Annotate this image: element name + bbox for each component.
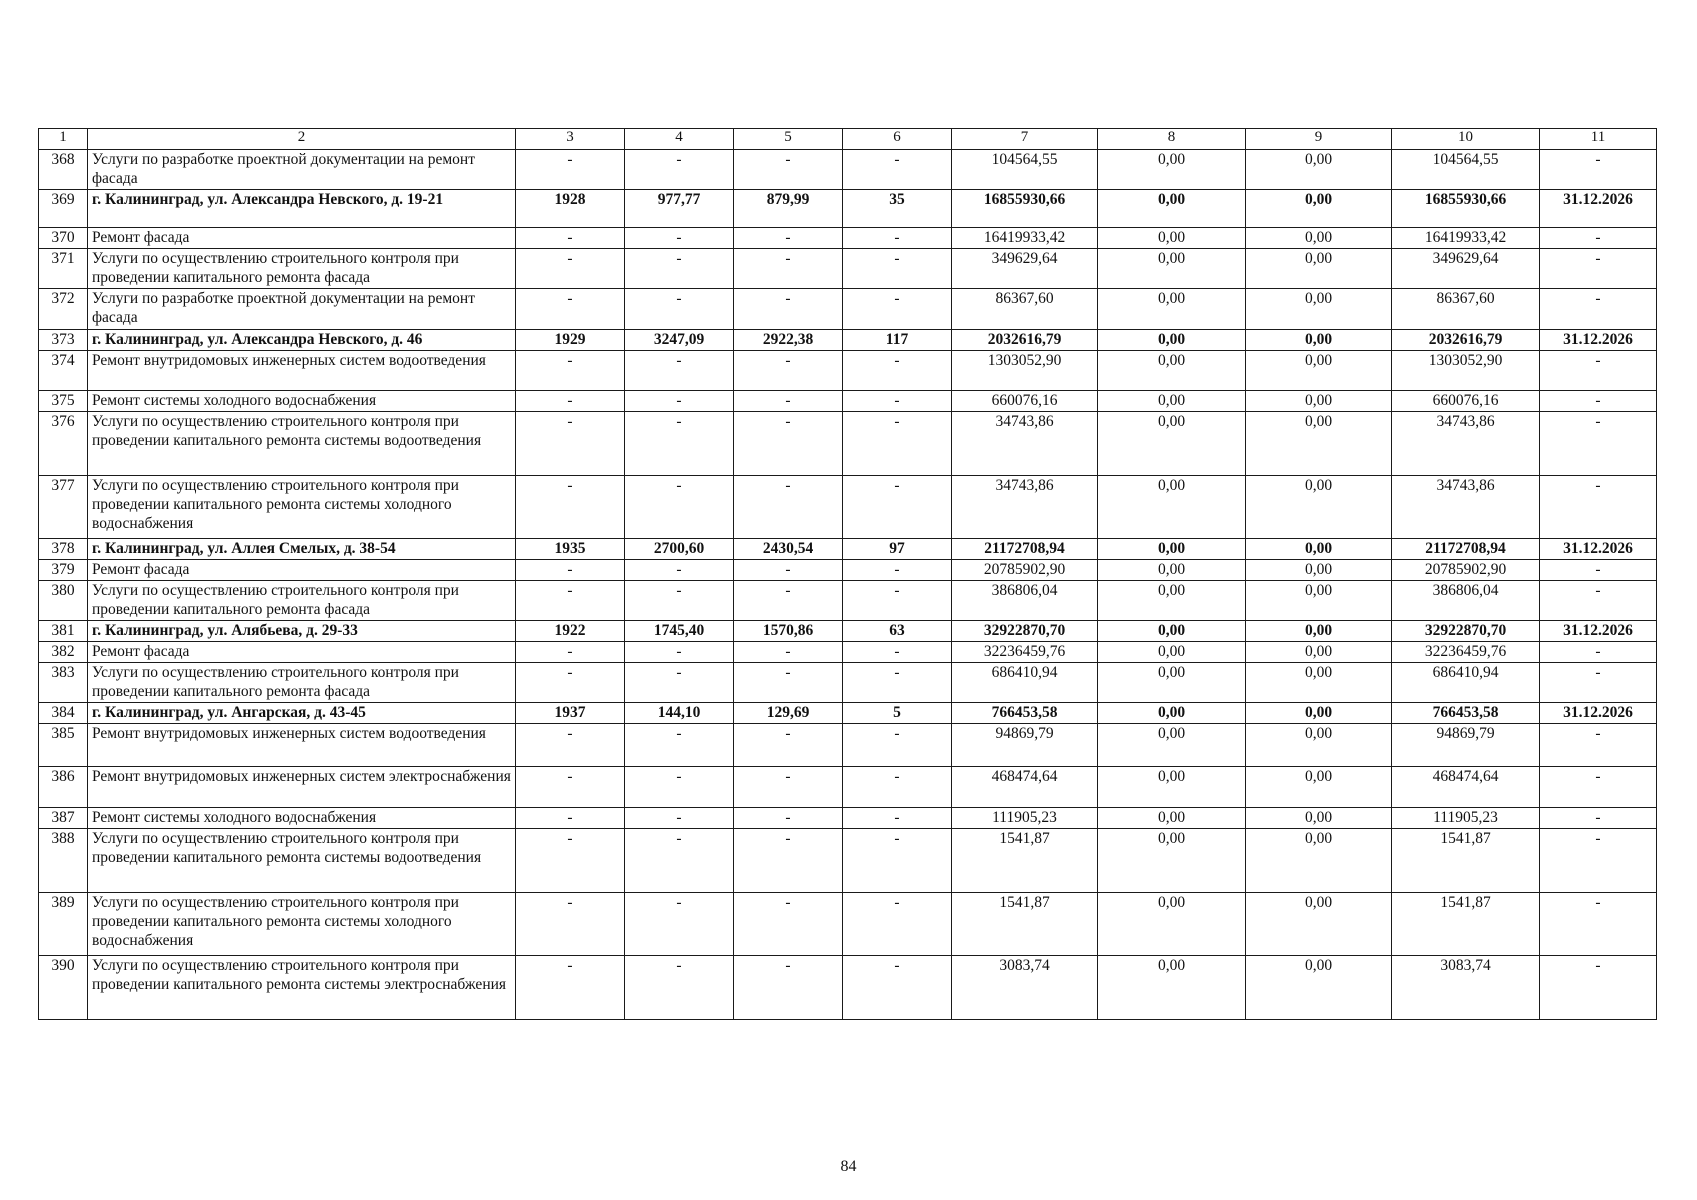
value-cell-col-6: -: [843, 289, 952, 330]
work-item-row: [39, 581, 1657, 621]
value-cell-col-5: -: [734, 289, 843, 330]
column-header: 8: [1098, 129, 1246, 150]
value-cell-col-10: 20785902,90: [1392, 560, 1540, 581]
value-cell-col-9: 0,00: [1246, 893, 1392, 956]
address-row: [39, 621, 1657, 642]
row-number: 386: [39, 767, 88, 808]
value-cell-col-5: -: [734, 581, 843, 621]
row-number: 387: [39, 808, 88, 829]
column-header: 6: [843, 129, 952, 150]
value-cell-col-8: 0,00: [1098, 228, 1246, 249]
row-number: 382: [39, 642, 88, 663]
row-number: 378: [39, 539, 88, 560]
value-cell-col-10: 2032616,79: [1392, 330, 1540, 351]
value-cell-col-9: 0,00: [1246, 956, 1392, 1020]
value-cell-col-9: 0,00: [1246, 391, 1392, 412]
value-cell-col-6: -: [843, 391, 952, 412]
row-number: 373: [39, 330, 88, 351]
column-header: 4: [625, 129, 734, 150]
value-cell-col-4: -: [625, 581, 734, 621]
work-description-cell: Ремонт системы холодного водоснабжения: [88, 391, 516, 412]
value-cell-col-5: -: [734, 808, 843, 829]
value-cell-col-7: 111905,23: [952, 808, 1098, 829]
column-header: 5: [734, 129, 843, 150]
value-cell-col-11: -: [1540, 150, 1657, 190]
value-cell-col-6: 5: [843, 703, 952, 724]
address-cell: г. Калининград, ул. Алябьева, д. 29-33: [88, 621, 516, 642]
value-cell-col-11: -: [1540, 351, 1657, 391]
value-cell-col-10: 3083,74: [1392, 956, 1540, 1020]
column-header: 7: [952, 129, 1098, 150]
row-number: 383: [39, 663, 88, 703]
value-cell-col-9: 0,00: [1246, 642, 1392, 663]
work-item-row: [39, 724, 1657, 767]
value-cell-col-3: -: [516, 581, 625, 621]
value-cell-col-5: 2430,54: [734, 539, 843, 560]
work-item-row: [39, 829, 1657, 893]
value-cell-col-3: -: [516, 829, 625, 893]
row-number: 375: [39, 391, 88, 412]
value-cell-col-11: -: [1540, 581, 1657, 621]
value-cell-col-5: -: [734, 249, 843, 289]
value-cell-col-7: 16419933,42: [952, 228, 1098, 249]
work-description-cell: Услуги по осуществлению строительного контроля при проведении капитального ремонта фасада: [88, 581, 516, 621]
work-item-row: [39, 642, 1657, 663]
value-cell-col-8: 0,00: [1098, 249, 1246, 289]
value-cell-col-8: 0,00: [1098, 581, 1246, 621]
row-number: 371: [39, 249, 88, 289]
value-cell-col-7: 766453,58: [952, 703, 1098, 724]
value-cell-col-4: -: [625, 560, 734, 581]
value-cell-col-3: -: [516, 228, 625, 249]
value-cell-col-4: -: [625, 150, 734, 190]
value-cell-col-4: 144,10: [625, 703, 734, 724]
value-cell-col-3: 1935: [516, 539, 625, 560]
work-item-row: [39, 476, 1657, 539]
address-row: [39, 539, 1657, 560]
value-cell-col-7: 3083,74: [952, 956, 1098, 1020]
value-cell-col-9: 0,00: [1246, 703, 1392, 724]
value-cell-col-10: 16855930,66: [1392, 190, 1540, 228]
value-cell-col-9: 0,00: [1246, 412, 1392, 476]
work-description-cell: Услуги по осуществлению строительного контроля при проведении капитального ремонта системы холодного водоснабжения: [88, 476, 516, 539]
value-cell-col-3: -: [516, 391, 625, 412]
work-item-row: [39, 893, 1657, 956]
value-cell-col-6: -: [843, 412, 952, 476]
value-cell-col-8: 0,00: [1098, 289, 1246, 330]
column-header: 3: [516, 129, 625, 150]
value-cell-col-3: -: [516, 808, 625, 829]
value-cell-col-5: -: [734, 150, 843, 190]
value-cell-col-11: -: [1540, 956, 1657, 1020]
value-cell-col-8: 0,00: [1098, 642, 1246, 663]
work-description-cell: Услуги по разработке проектной документации на ремонт фасада: [88, 289, 516, 330]
value-cell-col-6: -: [843, 560, 952, 581]
work-description-cell: Ремонт фасада: [88, 642, 516, 663]
value-cell-col-6: -: [843, 476, 952, 539]
value-cell-col-10: 32236459,76: [1392, 642, 1540, 663]
value-cell-col-4: -: [625, 249, 734, 289]
value-cell-col-7: 16855930,66: [952, 190, 1098, 228]
value-cell-col-7: 32922870,70: [952, 621, 1098, 642]
value-cell-col-8: 0,00: [1098, 150, 1246, 190]
value-cell-col-11: -: [1540, 893, 1657, 956]
value-cell-col-3: -: [516, 150, 625, 190]
value-cell-col-5: -: [734, 412, 843, 476]
value-cell-col-7: 34743,86: [952, 412, 1098, 476]
value-cell-col-10: 16419933,42: [1392, 228, 1540, 249]
value-cell-col-3: -: [516, 560, 625, 581]
value-cell-col-4: -: [625, 893, 734, 956]
value-cell-col-8: 0,00: [1098, 330, 1246, 351]
value-cell-col-6: -: [843, 893, 952, 956]
table-body: [39, 129, 1657, 1020]
value-cell-col-8: 0,00: [1098, 539, 1246, 560]
value-cell-col-7: 34743,86: [952, 476, 1098, 539]
value-cell-col-9: 0,00: [1246, 581, 1392, 621]
value-cell-col-3: -: [516, 351, 625, 391]
value-cell-col-9: 0,00: [1246, 351, 1392, 391]
row-number: 385: [39, 724, 88, 767]
value-cell-col-9: 0,00: [1246, 724, 1392, 767]
value-cell-col-3: -: [516, 724, 625, 767]
value-cell-col-4: 1745,40: [625, 621, 734, 642]
value-cell-col-7: 660076,16: [952, 391, 1098, 412]
value-cell-col-4: -: [625, 956, 734, 1020]
value-cell-col-7: 349629,64: [952, 249, 1098, 289]
value-cell-col-9: 0,00: [1246, 249, 1392, 289]
value-cell-col-10: 111905,23: [1392, 808, 1540, 829]
row-number: 389: [39, 893, 88, 956]
value-cell-col-9: 0,00: [1246, 476, 1392, 539]
value-cell-col-11: -: [1540, 808, 1657, 829]
value-cell-col-10: 104564,55: [1392, 150, 1540, 190]
row-number: 372: [39, 289, 88, 330]
value-cell-col-3: -: [516, 663, 625, 703]
value-cell-col-5: -: [734, 391, 843, 412]
value-cell-col-7: 1541,87: [952, 829, 1098, 893]
page-number: 84: [840, 1158, 857, 1175]
work-item-row: [39, 391, 1657, 412]
value-cell-col-9: 0,00: [1246, 330, 1392, 351]
work-description-cell: Ремонт системы холодного водоснабжения: [88, 808, 516, 829]
row-number: 380: [39, 581, 88, 621]
value-cell-col-7: 1541,87: [952, 893, 1098, 956]
value-cell-col-11: -: [1540, 391, 1657, 412]
row-number: 377: [39, 476, 88, 539]
value-cell-col-6: -: [843, 581, 952, 621]
row-number: 370: [39, 228, 88, 249]
value-cell-col-5: -: [734, 767, 843, 808]
value-cell-col-8: 0,00: [1098, 767, 1246, 808]
value-cell-col-7: 686410,94: [952, 663, 1098, 703]
value-cell-col-7: 86367,60: [952, 289, 1098, 330]
address-row: [39, 190, 1657, 228]
value-cell-col-11: 31.12.2026: [1540, 621, 1657, 642]
value-cell-col-7: 32236459,76: [952, 642, 1098, 663]
address-row: [39, 330, 1657, 351]
value-cell-col-11: -: [1540, 829, 1657, 893]
value-cell-col-5: 2922,38: [734, 330, 843, 351]
value-cell-col-4: 977,77: [625, 190, 734, 228]
value-cell-col-3: -: [516, 642, 625, 663]
row-number: 379: [39, 560, 88, 581]
row-number: 376: [39, 412, 88, 476]
value-cell-col-5: -: [734, 642, 843, 663]
work-description-cell: Услуги по осуществлению строительного контроля при проведении капитального ремонта системы холодного водоснабжения: [88, 893, 516, 956]
value-cell-col-8: 0,00: [1098, 476, 1246, 539]
value-cell-col-6: -: [843, 642, 952, 663]
value-cell-col-11: 31.12.2026: [1540, 190, 1657, 228]
value-cell-col-5: -: [734, 351, 843, 391]
value-cell-col-10: 1541,87: [1392, 893, 1540, 956]
value-cell-col-10: 386806,04: [1392, 581, 1540, 621]
value-cell-col-11: -: [1540, 724, 1657, 767]
value-cell-col-6: -: [843, 956, 952, 1020]
value-cell-col-9: 0,00: [1246, 663, 1392, 703]
value-cell-col-7: 1303052,90: [952, 351, 1098, 391]
value-cell-col-8: 0,00: [1098, 724, 1246, 767]
value-cell-col-10: 766453,58: [1392, 703, 1540, 724]
value-cell-col-8: 0,00: [1098, 703, 1246, 724]
value-cell-col-3: 1937: [516, 703, 625, 724]
value-cell-col-4: -: [625, 351, 734, 391]
row-number: 369: [39, 190, 88, 228]
value-cell-col-6: -: [843, 829, 952, 893]
work-item-row: [39, 412, 1657, 476]
value-cell-col-5: 879,99: [734, 190, 843, 228]
value-cell-col-6: -: [843, 228, 952, 249]
work-item-row: [39, 289, 1657, 330]
value-cell-col-10: 34743,86: [1392, 412, 1540, 476]
work-item-row: [39, 249, 1657, 289]
address-cell: г. Калининград, ул. Александра Невского, д. 19-21: [88, 190, 516, 228]
value-cell-col-5: 1570,86: [734, 621, 843, 642]
work-item-row: [39, 767, 1657, 808]
value-cell-col-10: 86367,60: [1392, 289, 1540, 330]
value-cell-col-11: -: [1540, 663, 1657, 703]
value-cell-col-4: -: [625, 767, 734, 808]
column-header: 9: [1246, 129, 1392, 150]
value-cell-col-6: 35: [843, 190, 952, 228]
value-cell-col-3: -: [516, 289, 625, 330]
value-cell-col-10: 686410,94: [1392, 663, 1540, 703]
value-cell-col-8: 0,00: [1098, 956, 1246, 1020]
value-cell-col-6: -: [843, 724, 952, 767]
value-cell-col-7: 2032616,79: [952, 330, 1098, 351]
value-cell-col-6: -: [843, 150, 952, 190]
value-cell-col-5: -: [734, 663, 843, 703]
work-description-cell: Услуги по разработке проектной документации на ремонт фасада: [88, 150, 516, 190]
value-cell-col-9: 0,00: [1246, 621, 1392, 642]
value-cell-col-5: -: [734, 228, 843, 249]
work-item-row: [39, 351, 1657, 391]
work-description-cell: Ремонт внутридомовых инженерных систем водоотведения: [88, 724, 516, 767]
work-item-row: [39, 663, 1657, 703]
value-cell-col-5: -: [734, 560, 843, 581]
value-cell-col-6: 117: [843, 330, 952, 351]
value-cell-col-6: 63: [843, 621, 952, 642]
value-cell-col-9: 0,00: [1246, 289, 1392, 330]
row-number: 384: [39, 703, 88, 724]
value-cell-col-5: -: [734, 476, 843, 539]
value-cell-col-8: 0,00: [1098, 190, 1246, 228]
work-description-cell: Услуги по осуществлению строительного контроля при проведении капитального ремонта фасада: [88, 249, 516, 289]
work-description-cell: Ремонт внутридомовых инженерных систем водоотведения: [88, 351, 516, 391]
value-cell-col-4: -: [625, 391, 734, 412]
value-cell-col-3: -: [516, 767, 625, 808]
work-item-row: [39, 956, 1657, 1020]
row-number: 381: [39, 621, 88, 642]
value-cell-col-4: -: [625, 289, 734, 330]
value-cell-col-6: -: [843, 767, 952, 808]
value-cell-col-11: -: [1540, 560, 1657, 581]
value-cell-col-7: 104564,55: [952, 150, 1098, 190]
value-cell-col-4: -: [625, 476, 734, 539]
value-cell-col-9: 0,00: [1246, 228, 1392, 249]
value-cell-col-4: -: [625, 724, 734, 767]
value-cell-col-8: 0,00: [1098, 893, 1246, 956]
address-row: [39, 703, 1657, 724]
value-cell-col-9: 0,00: [1246, 808, 1392, 829]
value-cell-col-10: 32922870,70: [1392, 621, 1540, 642]
value-cell-col-11: -: [1540, 228, 1657, 249]
value-cell-col-3: -: [516, 476, 625, 539]
value-cell-col-10: 34743,86: [1392, 476, 1540, 539]
value-cell-col-9: 0,00: [1246, 150, 1392, 190]
column-header: 10: [1392, 129, 1540, 150]
work-item-row: [39, 150, 1657, 190]
value-cell-col-3: -: [516, 893, 625, 956]
value-cell-col-6: -: [843, 249, 952, 289]
work-description-cell: Ремонт внутридомовых инженерных систем электроснабжения: [88, 767, 516, 808]
address-cell: г. Калининград, ул. Александра Невского, д. 46: [88, 330, 516, 351]
value-cell-col-11: 31.12.2026: [1540, 330, 1657, 351]
value-cell-col-5: -: [734, 893, 843, 956]
work-description-cell: Ремонт фасада: [88, 560, 516, 581]
work-description-cell: Ремонт фасада: [88, 228, 516, 249]
column-header: 2: [88, 129, 516, 150]
work-item-row: [39, 808, 1657, 829]
value-cell-col-8: 0,00: [1098, 560, 1246, 581]
value-cell-col-9: 0,00: [1246, 829, 1392, 893]
value-cell-col-6: -: [843, 808, 952, 829]
value-cell-col-11: -: [1540, 642, 1657, 663]
value-cell-col-9: 0,00: [1246, 767, 1392, 808]
column-number-header-row: [39, 129, 1657, 150]
value-cell-col-7: 386806,04: [952, 581, 1098, 621]
value-cell-col-8: 0,00: [1098, 621, 1246, 642]
value-cell-col-10: 21172708,94: [1392, 539, 1540, 560]
value-cell-col-8: 0,00: [1098, 663, 1246, 703]
value-cell-col-5: -: [734, 724, 843, 767]
value-cell-col-10: 1541,87: [1392, 829, 1540, 893]
value-cell-col-4: 3247,09: [625, 330, 734, 351]
value-cell-col-11: -: [1540, 412, 1657, 476]
value-cell-col-8: 0,00: [1098, 412, 1246, 476]
row-number: 390: [39, 956, 88, 1020]
value-cell-col-7: 21172708,94: [952, 539, 1098, 560]
value-cell-col-9: 0,00: [1246, 539, 1392, 560]
value-cell-col-4: 2700,60: [625, 539, 734, 560]
value-cell-col-3: -: [516, 249, 625, 289]
value-cell-col-7: 20785902,90: [952, 560, 1098, 581]
value-cell-col-4: -: [625, 228, 734, 249]
work-description-cell: Услуги по осуществлению строительного контроля при проведении капитального ремонта фасада: [88, 663, 516, 703]
value-cell-col-7: 468474,64: [952, 767, 1098, 808]
value-cell-col-6: 97: [843, 539, 952, 560]
value-cell-col-5: 129,69: [734, 703, 843, 724]
document-sheet: [38, 128, 1656, 1100]
value-cell-col-6: -: [843, 663, 952, 703]
value-cell-col-8: 0,00: [1098, 391, 1246, 412]
value-cell-col-4: -: [625, 829, 734, 893]
value-cell-col-10: 1303052,90: [1392, 351, 1540, 391]
value-cell-col-10: 94869,79: [1392, 724, 1540, 767]
work-description-cell: Услуги по осуществлению строительного контроля при проведении капитального ремонта системы водоотведения: [88, 412, 516, 476]
value-cell-col-4: -: [625, 642, 734, 663]
value-cell-col-11: -: [1540, 249, 1657, 289]
value-cell-col-11: 31.12.2026: [1540, 539, 1657, 560]
value-cell-col-11: -: [1540, 767, 1657, 808]
column-header: 11: [1540, 129, 1657, 150]
value-cell-col-8: 0,00: [1098, 808, 1246, 829]
value-cell-col-5: -: [734, 956, 843, 1020]
work-item-row: [39, 560, 1657, 581]
work-item-row: [39, 228, 1657, 249]
value-cell-col-11: -: [1540, 289, 1657, 330]
repair-schedule-table: [38, 128, 1657, 1020]
value-cell-col-10: 349629,64: [1392, 249, 1540, 289]
value-cell-col-8: 0,00: [1098, 829, 1246, 893]
work-description-cell: Услуги по осуществлению строительного контроля при проведении капитального ремонта системы электроснабжения: [88, 956, 516, 1020]
value-cell-col-10: 660076,16: [1392, 391, 1540, 412]
value-cell-col-8: 0,00: [1098, 351, 1246, 391]
value-cell-col-3: 1928: [516, 190, 625, 228]
value-cell-col-6: -: [843, 351, 952, 391]
address-cell: г. Калининград, ул. Ангарская, д. 43-45: [88, 703, 516, 724]
value-cell-col-4: -: [625, 808, 734, 829]
value-cell-col-5: -: [734, 829, 843, 893]
value-cell-col-4: -: [625, 663, 734, 703]
value-cell-col-3: -: [516, 412, 625, 476]
row-number: 368: [39, 150, 88, 190]
value-cell-col-7: 94869,79: [952, 724, 1098, 767]
address-cell: г. Калининград, ул. Аллея Смелых, д. 38-54: [88, 539, 516, 560]
value-cell-col-4: -: [625, 412, 734, 476]
value-cell-col-10: 468474,64: [1392, 767, 1540, 808]
value-cell-col-3: 1929: [516, 330, 625, 351]
value-cell-col-3: 1922: [516, 621, 625, 642]
value-cell-col-11: 31.12.2026: [1540, 703, 1657, 724]
value-cell-col-9: 0,00: [1246, 190, 1392, 228]
work-description-cell: Услуги по осуществлению строительного контроля при проведении капитального ремонта системы водоотведения: [88, 829, 516, 893]
column-header: 1: [39, 129, 88, 150]
value-cell-col-11: -: [1540, 476, 1657, 539]
value-cell-col-3: -: [516, 956, 625, 1020]
row-number: 388: [39, 829, 88, 893]
row-number: 374: [39, 351, 88, 391]
value-cell-col-9: 0,00: [1246, 560, 1392, 581]
